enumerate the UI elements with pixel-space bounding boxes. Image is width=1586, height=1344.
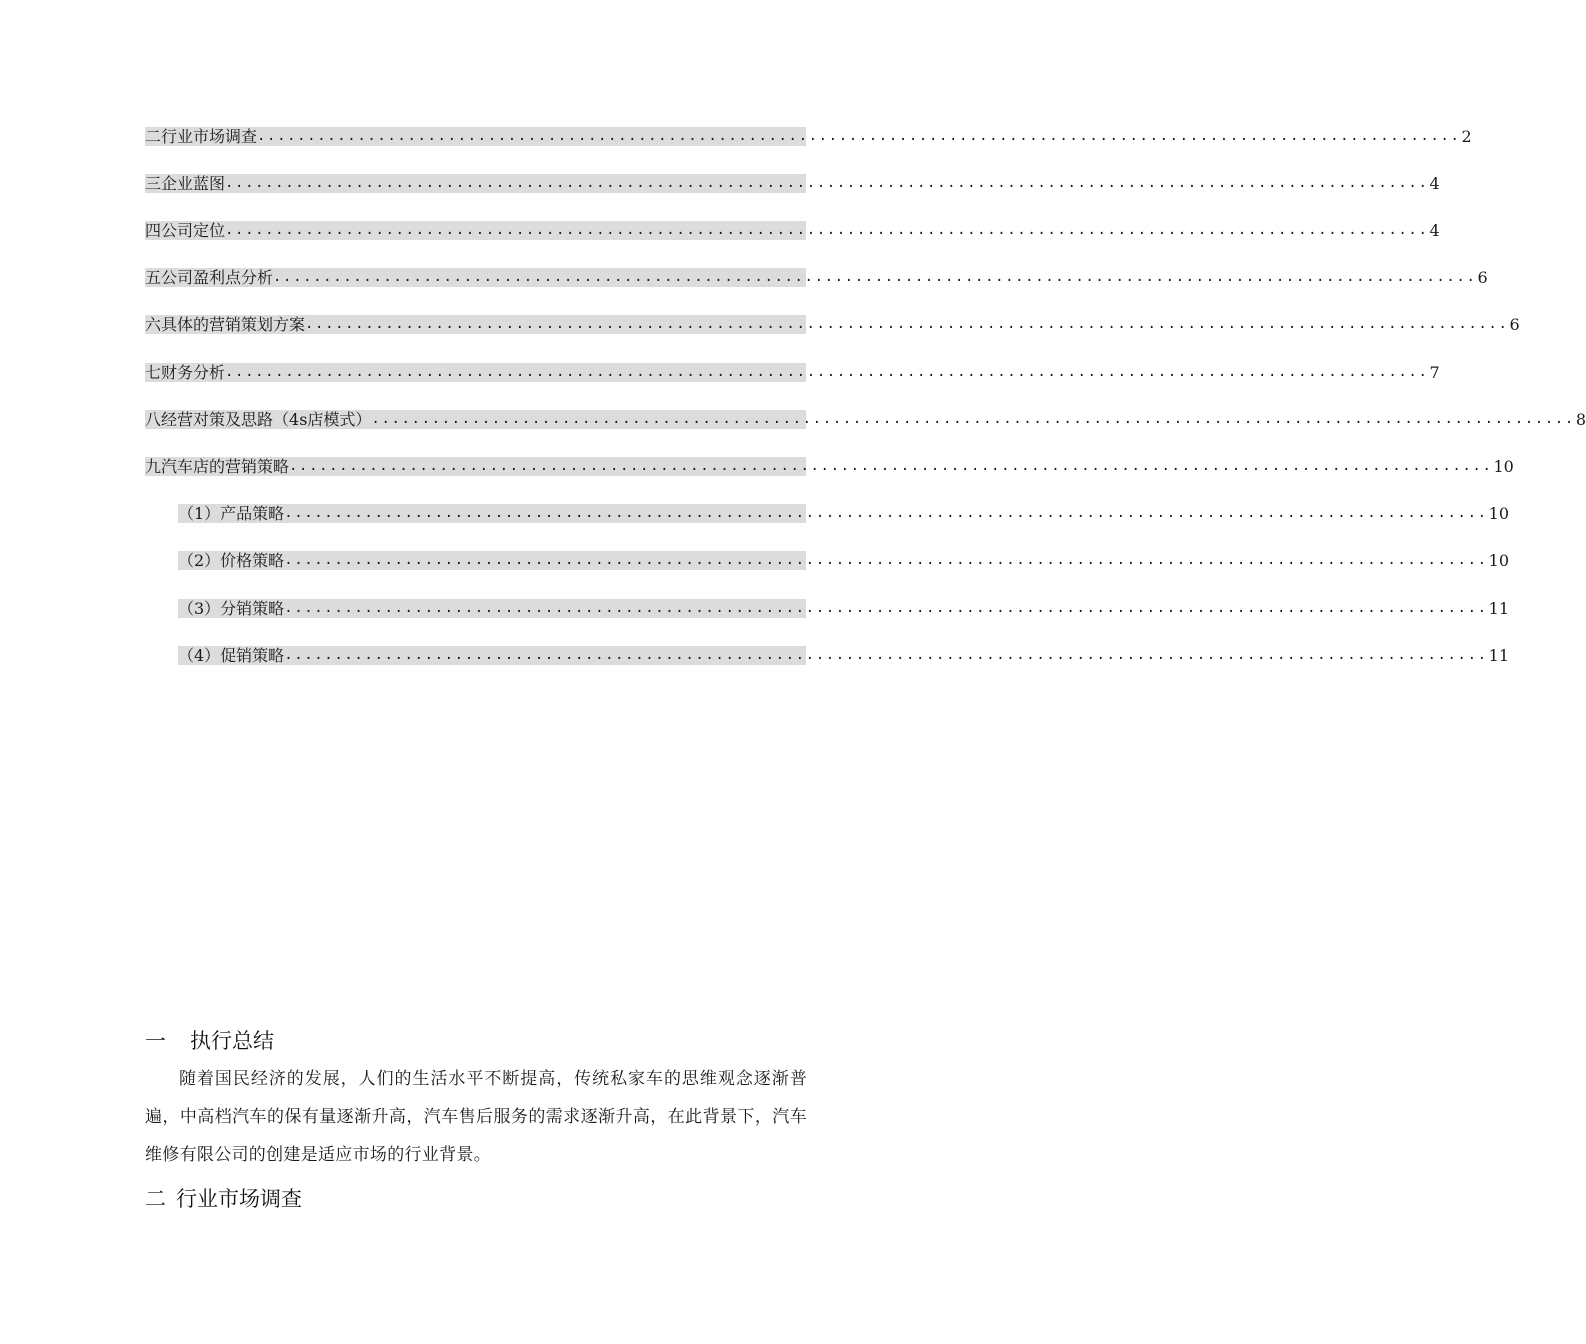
toc-entry-page: 11 [1488,646,1509,665]
toc-entry-page: 4 [1429,221,1440,240]
toc-entry-number: 五 [145,268,162,287]
toc-entry-page: 2 [1461,127,1472,146]
toc-entry-label: 具体的营销策划方案 [161,315,306,334]
toc-entry-page: 4 [1429,174,1440,193]
toc-entry-8[interactable] [145,410,1586,429]
toc-entry-page: 6 [1477,268,1488,287]
toc-entry-number: 四 [145,221,162,240]
toc-entry-number: 七 [145,363,162,382]
toc-entry-5[interactable] [145,268,1488,287]
section-heading-executive-summary [145,1027,274,1055]
toc-entry-label: （3）分销策略 [178,599,285,618]
toc-leader-dots: ........................................................................................................................ [257,128,1461,144]
toc-leader-dots: ........................................................................................................................ [284,647,1488,663]
toc-subentry-price[interactable] [178,551,1509,570]
toc-entry-9[interactable] [145,457,1514,476]
section-number: 一 [145,1029,166,1053]
toc-entry-page: 6 [1509,315,1520,334]
toc-leader-dots: ........................................................................................................................ [284,600,1488,616]
section-title: 行业市场调查 [176,1187,302,1211]
toc-subentry-distribution[interactable] [178,599,1509,618]
toc-entry-4[interactable] [145,221,1440,240]
toc-leader-dots: ........................................................................................................................ [273,269,1477,285]
toc-leader-dots: ........................................................................................................................ [289,458,1493,474]
toc-leader-dots: ........................................................................................................................ [225,175,1429,191]
toc-entry-label: 企业蓝图 [161,174,226,193]
toc-entry-page: 10 [1488,504,1509,523]
toc-entry-number: 八 [145,410,162,429]
toc-entry-7[interactable] [145,363,1440,382]
toc-leader-dots: ........................................................................................................................ [284,505,1488,521]
toc-entry-page: 10 [1493,457,1514,476]
toc-entry-label: 行业市场调查 [161,127,258,146]
toc-entry-page: 10 [1488,551,1509,570]
toc-entry-label: 汽车店的营销策略 [161,457,290,476]
toc-entry-page: 8 [1575,410,1586,429]
toc-entry-6[interactable] [145,315,1520,334]
toc-entry-label: 公司定位 [161,221,226,240]
toc-entry-page: 11 [1488,599,1509,618]
toc-entry-number: 三 [145,174,162,193]
section-title: 执行总结 [190,1029,274,1053]
toc-leader-dots: ........................................................................................................................ [305,316,1509,332]
toc-leader-dots: ........................................................................................................................ [284,552,1488,568]
toc-entry-label: 经营对策及思路（4s店模式） [161,410,372,429]
toc-entry-number: 九 [145,457,162,476]
toc-entry-label: （4）促销策略 [178,646,285,665]
toc-leader-dots: ........................................................................................................................ [225,364,1429,380]
toc-subentry-product[interactable] [178,504,1509,523]
section-heading-market-survey [145,1185,302,1213]
executive-summary-paragraph: 随着国民经济的发展，人们的生活水平不断提高，传统私家车的思维观念逐渐普遍，中高档汽车的保有量逐渐升高，汽车售后服务的需求逐渐升高，在此背景下，汽车维修有限公司的创建是适应市场的行业背景。 [145,1069,807,1165]
toc-leader-dots: ........................................................................................................................ [225,222,1429,238]
toc-entry-page: 7 [1429,363,1440,382]
toc-entry-label: 公司盈利点分析 [161,268,274,287]
toc-leader-dots: ........................................................................................................................ [371,411,1575,427]
toc-entry-label: （2）价格策略 [178,551,285,570]
toc-entry-number: 六 [145,315,162,334]
toc-entry-label: 财务分析 [161,363,226,382]
toc-entry-number: 二 [145,127,162,146]
toc-entry-3[interactable] [145,174,1440,193]
toc-entry-2[interactable] [145,127,1472,146]
toc-subentry-promotion[interactable] [178,646,1509,665]
toc-entry-label: （1）产品策略 [178,504,285,523]
section-number: 二 [145,1187,166,1211]
